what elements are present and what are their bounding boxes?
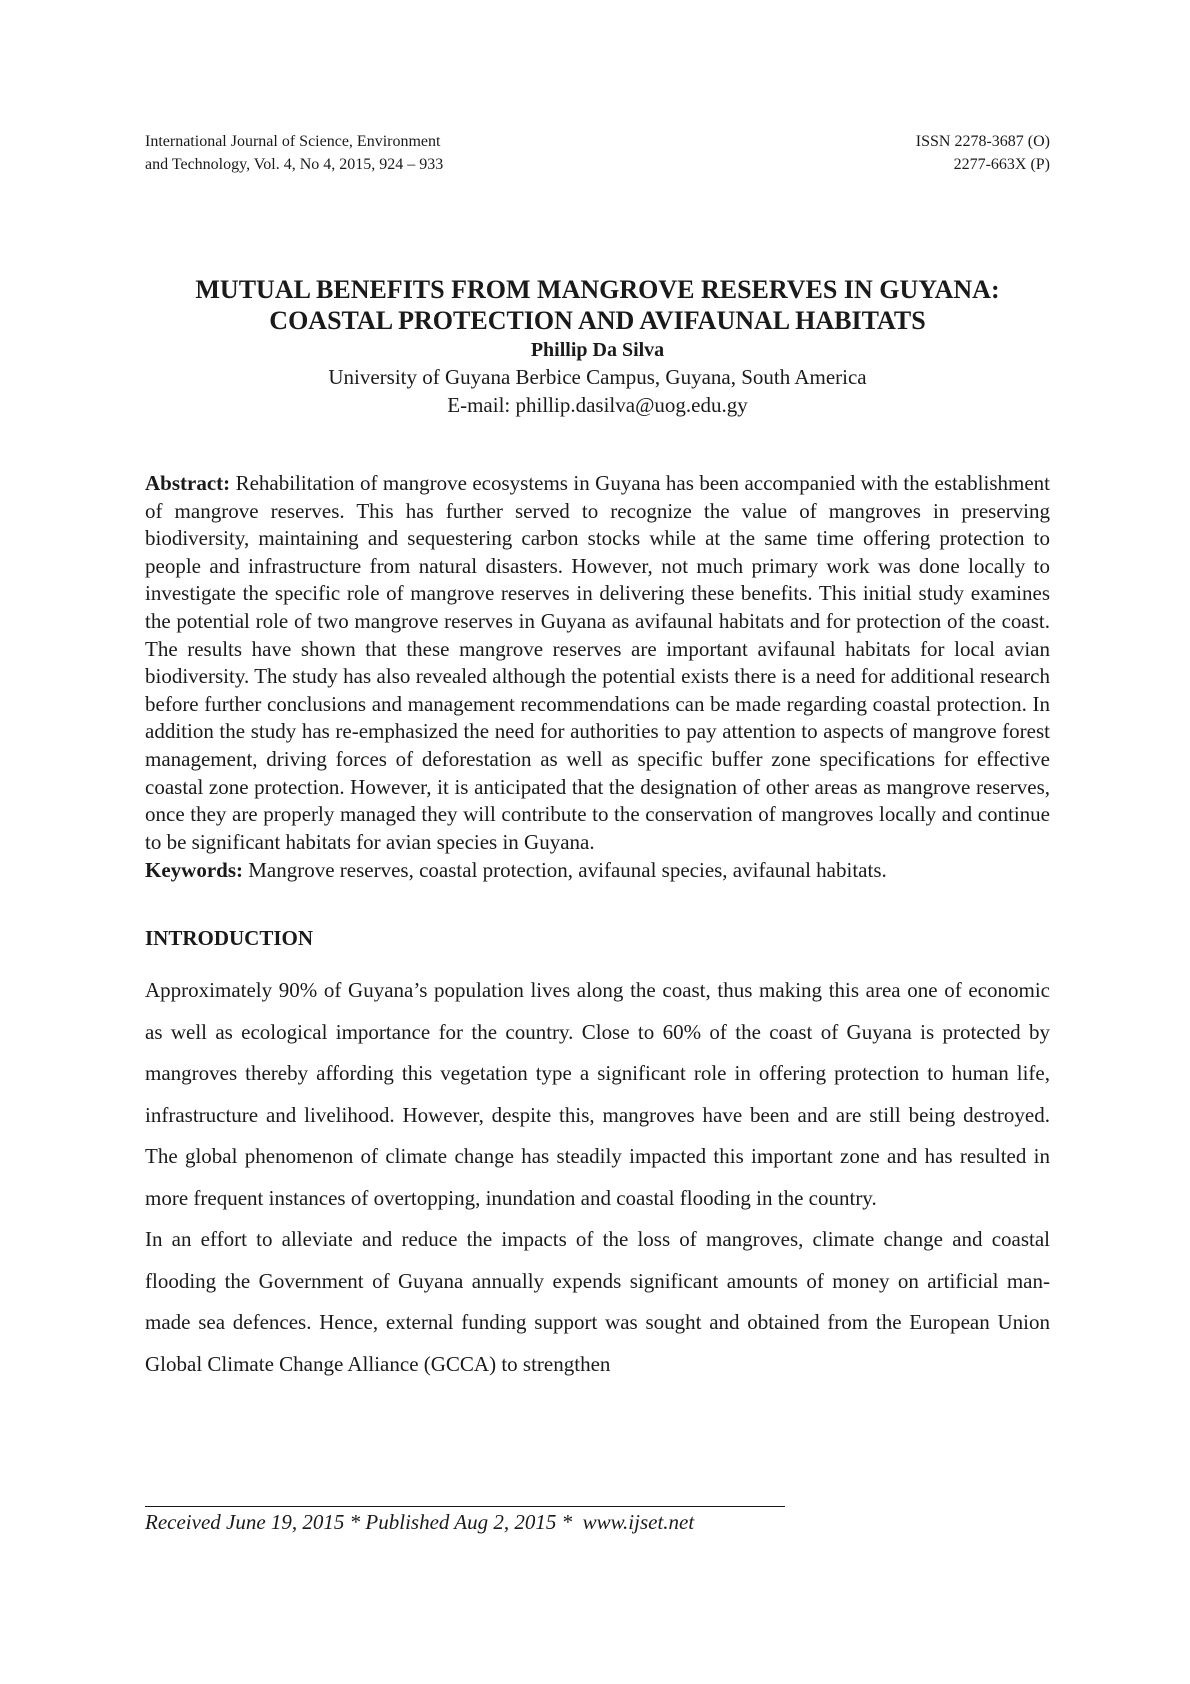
introduction-paragraph: Approximately 90% of Guyana’s population lives along the coast, thus making this area one of economic as well as ecological importance for the country. Close to 60% of the coast of Guyana is protected by mangroves thereby affording this vegetation type a significant role in offering protection to human life, infrastructure and livelihood. However, despite this, mangroves have been and are still being destroyed. The global phenomenon of climate change has steadily impacted this important zone and has resulted in more frequent instances of overtopping, inundation and coastal flooding in the country.: [145, 978, 1050, 1210]
author-email: E-mail: phillip.dasilva@uog.edu.gy: [447, 393, 748, 417]
abstract-text: Rehabilitation of mangrove ecosystems in Guyana has been accompanied with the establishment of mangrove reserves. This has further served to recognize the value of mangroves in preserving biodiversity, maintaining and sequestering carbon stocks while at the same time offering protection to people and infrastructure from natural disasters. However, not much primary work was done locally to investigate the specific role of mangrove reserves in delivering these benefits. This initial study examines the potential role of two mangrove reserves in Guyana as avifaunal habitats and for protection of the coast. The results have shown that these mangrove reserves are important avifaunal habitats for local avian biodiversity. The study has also revealed although the potential exists there is a need for additional research before further conclusions and management recommendations can be made regarding coastal protection. In addition the study has re-emphasized the need for authorities to pay attention to aspects of mangrove forest management, driving forces of deforestation as well as specific buffer zone specifications for effective coastal zone protection. However, it is anticipated that the designation of other areas as mangrove reserves, once they are properly managed they will contribute to the conservation of mangroves locally and continue to be significant habitats for avian species in Guyana.: [145, 471, 1050, 854]
title-line-2: COASTAL PROTECTION AND AVIFAUNAL HABITATS: [269, 306, 926, 335]
introduction-body: [145, 970, 1050, 1385]
paper-title: [145, 274, 1050, 336]
journal-line-2: and Technology, Vol. 4, No 4, 2015, 924 – 933: [145, 156, 444, 173]
abstract-label: Abstract:: [145, 471, 231, 495]
journal-citation: [145, 130, 443, 176]
publication-footer: Received June 19, 2015 * Published Aug 2, 2015 * www.ijset.net: [145, 1510, 695, 1534]
issn-line-1: ISSN 2278-3687 (O): [915, 133, 1050, 150]
title-block: [145, 274, 1050, 419]
keywords-label: Keywords:: [145, 858, 243, 883]
author-name: Phillip Da Silva: [530, 339, 665, 361]
journal-line-1: International Journal of Science, Environment: [145, 133, 441, 150]
author-affiliation: University of Guyana Berbice Campus, Guyana, South America: [328, 365, 867, 389]
issn-line-2: 2277-663X (P): [953, 156, 1050, 173]
title-line-1: MUTUAL BENEFITS FROM MANGROVE RESERVES IN GUYANA:: [195, 275, 1000, 304]
introduction-paragraph: In an effort to alleviate and reduce the impacts of the loss of mangroves, climate change and coastal flooding the Government of Guyana annually expends significant amounts of money on artificial man-made sea defences. Hence, external funding support was sought and obtained from the European Union Global Climate Change Alliance (GCCA) to strengthen: [145, 1227, 1050, 1376]
keywords: [145, 856, 1050, 884]
issn-block: [916, 130, 1050, 176]
introduction-heading: INTRODUCTION: [145, 926, 314, 951]
keywords-text: Mangrove reserves, coastal protection, avifaunal species, avifaunal habitats.: [243, 858, 887, 883]
abstract: [145, 470, 1050, 856]
running-header: [145, 130, 1050, 176]
paper-page: [145, 130, 1050, 1385]
footer-divider: [145, 1506, 785, 1507]
